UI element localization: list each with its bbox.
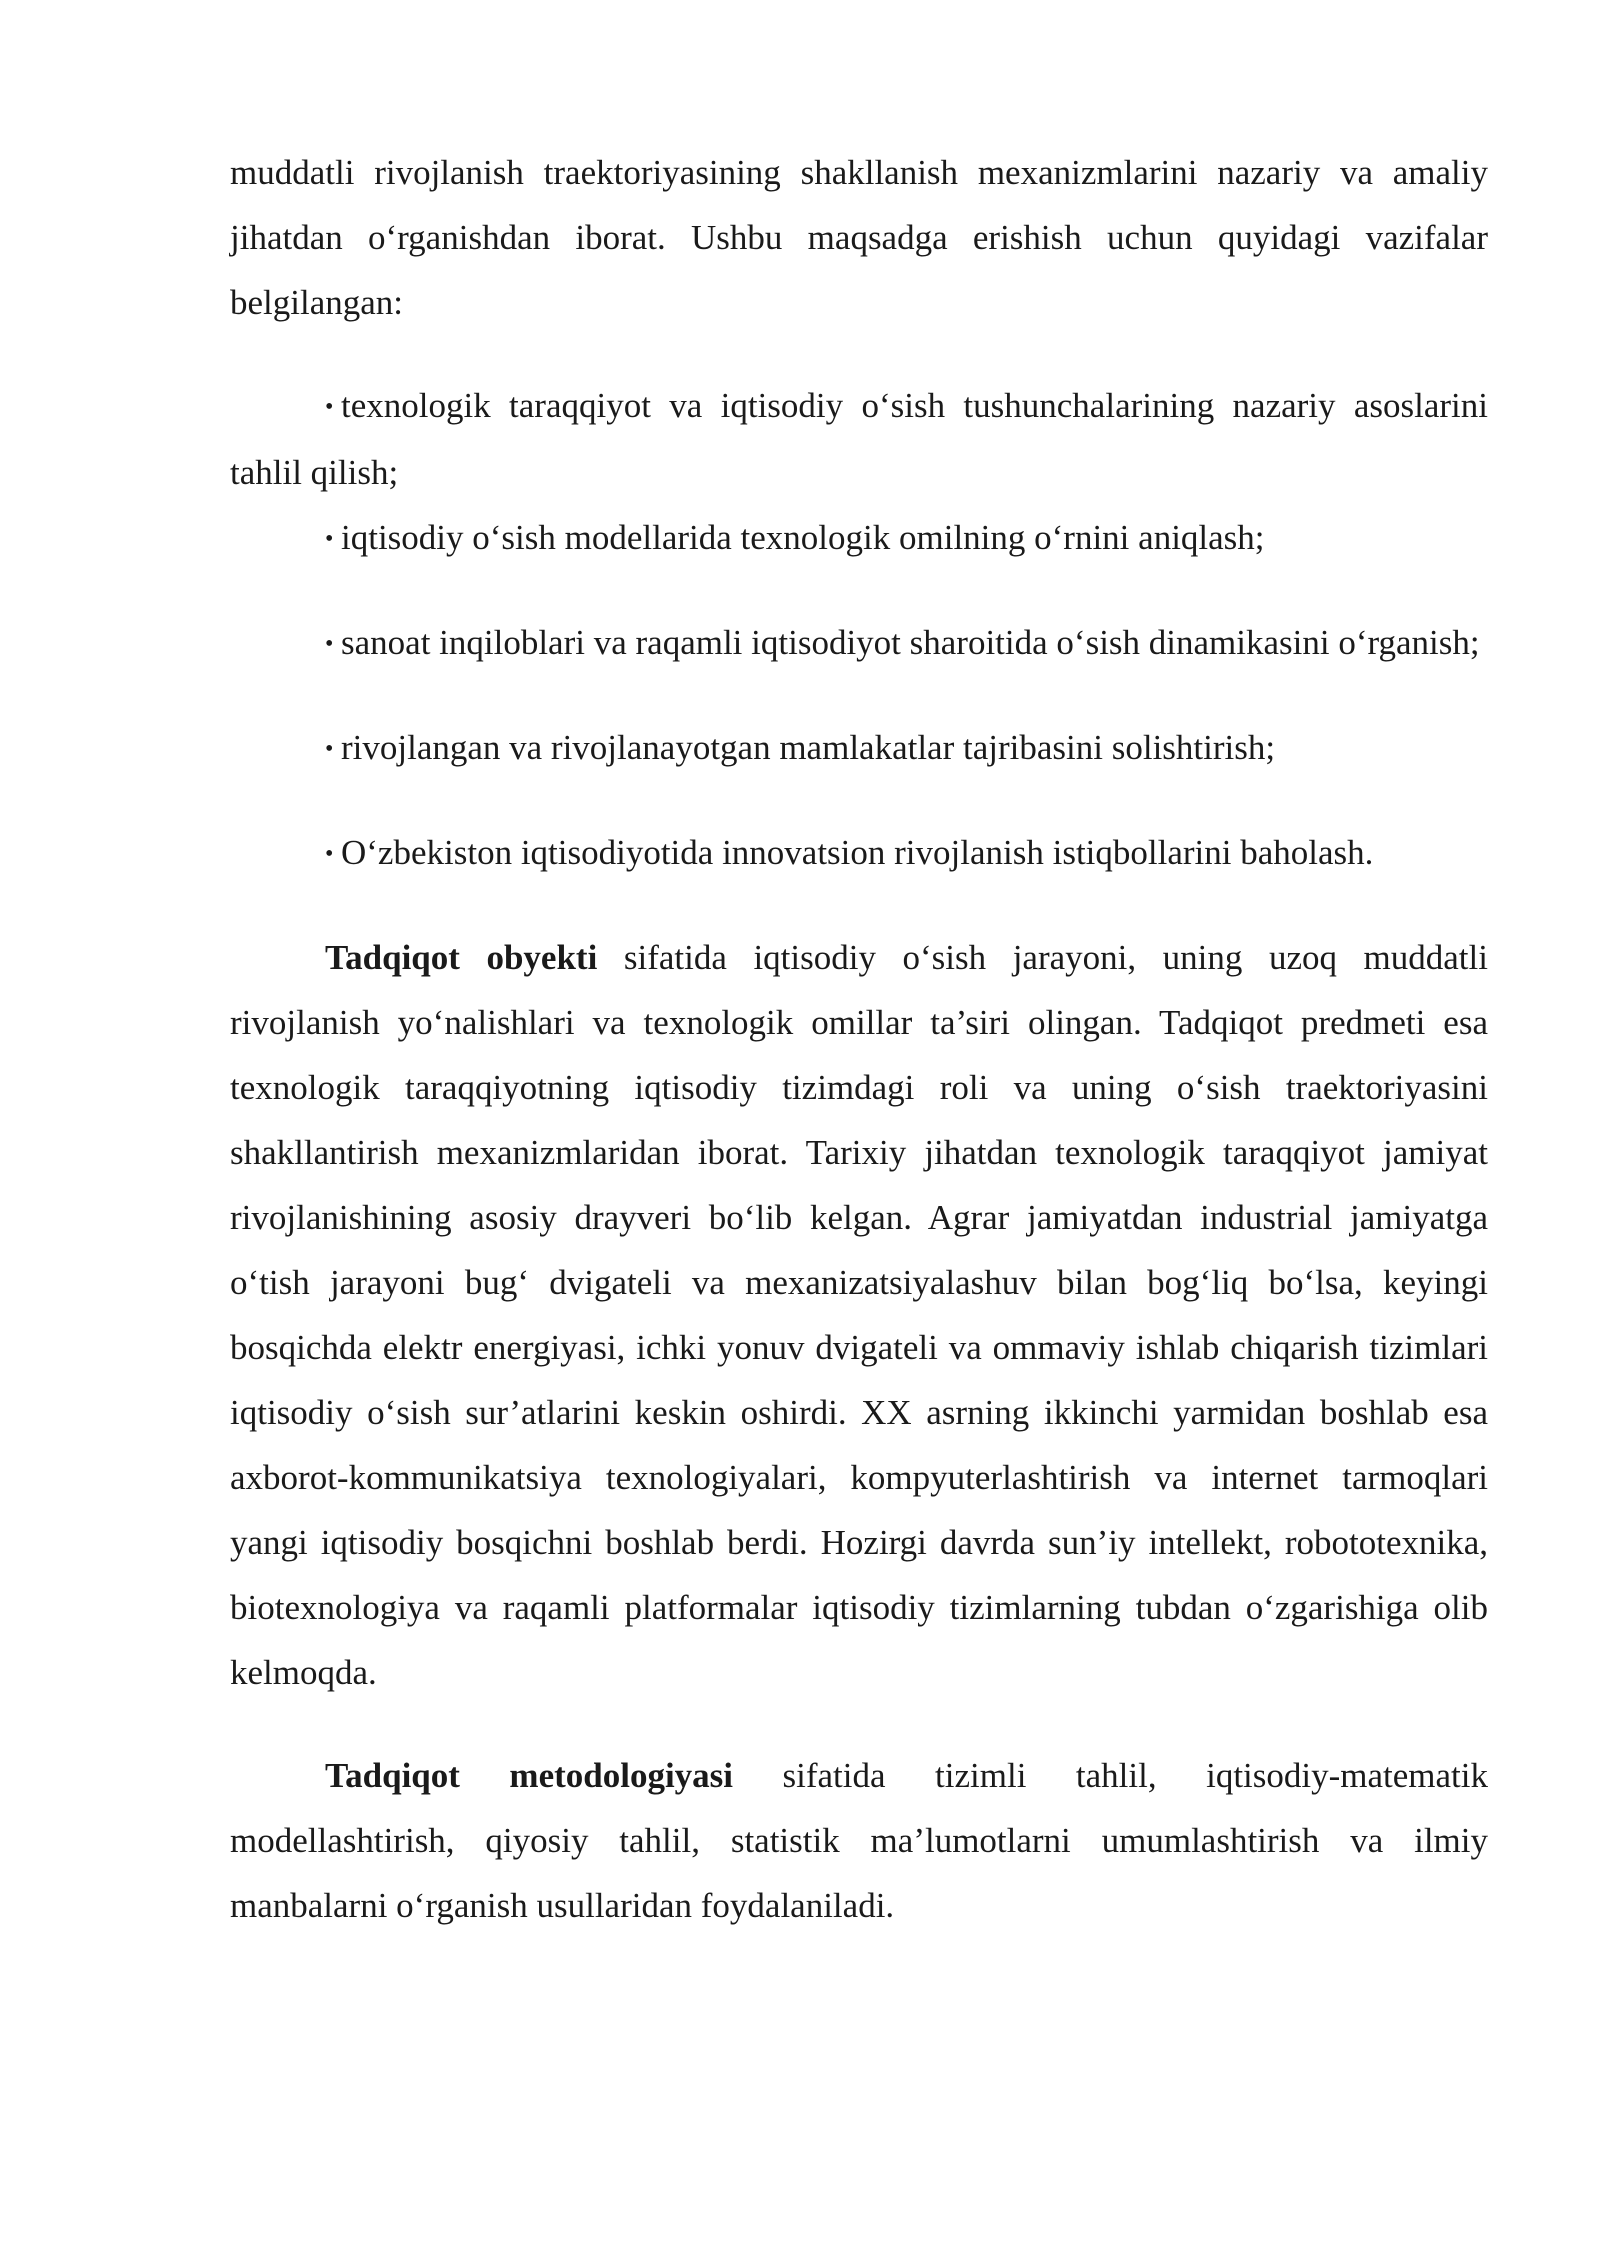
- task-list-item: [230, 373, 1488, 505]
- bullet-icon: •: [325, 631, 334, 657]
- methodology-text: sifatida tizimli tahlil, iqtisodiy-matematik modellashtirish, qiyosiy tahlil, statistik ma’lumotlarni umumlashtirish va ilmiy manbalarni o‘rganish usullaridan foydalaniladi.: [230, 1756, 1488, 1925]
- research-object-paragraph: [230, 925, 1488, 1705]
- task-list-item: [230, 820, 1488, 887]
- methodology-heading: Tadqiqot metodologiyasi: [325, 1756, 734, 1795]
- methodology-paragraph: [230, 1743, 1488, 1938]
- task-text: iqtisodiy o‘sish modellarida texnologik omilning o‘rnini aniqlash;: [341, 518, 1265, 557]
- task-text: texnologik taraqqiyot va iqtisodiy o‘sish tushunchalarining nazariy asoslarini tahlil qilish;: [230, 386, 1488, 492]
- task-text: sanoat inqiloblari va raqamli iqtisodiyot sharoitida o‘sish dinamikasini o‘rganish;: [341, 623, 1480, 662]
- bullet-icon: •: [325, 841, 334, 867]
- research-object-text: sifatida iqtisodiy o‘sish jarayoni, uning uzoq muddatli rivojlanish yo‘nalishlari va texnologik omillar ta’siri olingan. Tadqiqot predmeti esa texnologik taraqqiyotning iqtisodiy tizimdagi roli va uning o‘sish traektoriyasini shakllantirish mexanizmlaridan iborat. Tarixiy jihatdan texnologik taraqqiyot jamiyat rivojlanishining asosiy drayveri bo‘lib kelgan. Agrar jamiyatdan industrial jamiyatga o‘tish jarayoni bug‘ dvigateli va mexanizatsiyalashuv bilan bog‘liq bo‘lsa, keyingi bosqichda elektr energiyasi, ichki yonuv dvigateli va ommaviy ishlab chiqarish tizimlari iqtisodiy o‘sish sur’atlarini keskin oshirdi. XX asrning ikkinchi yarmidan boshlab esa axborot-kommunikatsiya texnologiyalari, kompyuterlashtirish va internet tarmoqlari yangi iqtisodiy bosqichni boshlab berdi. Hozirgi davrda sun’iy intellekt, robototexnika, biotexnologiya va raqamli platformalar iqtisodiy tizimlarning tubdan o‘zgarishiga olib kelmoqda.: [230, 938, 1488, 1692]
- bullet-icon: •: [325, 526, 334, 552]
- task-list-item: [230, 610, 1488, 677]
- research-object-heading: Tadqiqot obyekti: [325, 938, 598, 977]
- task-list-item: [230, 715, 1488, 782]
- bullet-icon: •: [325, 736, 334, 762]
- intro-paragraph: muddatli rivojlanish traektoriyasining shakllanish mexanizmlarini nazariy va amaliy jihatdan o‘rganishdan iborat. Ushbu maqsadga erishish uchun quyidagi vazifalar belgilangan:: [230, 153, 1488, 322]
- bullet-icon: •: [325, 394, 334, 420]
- task-list-item: [230, 505, 1488, 572]
- document-page: [230, 140, 1488, 1938]
- task-list: [230, 373, 1488, 887]
- task-text: rivojlangan va rivojlanayotgan mamlakatlar tajribasini solishtirish;: [341, 728, 1276, 767]
- task-text: O‘zbekiston iqtisodiyotida innovatsion rivojlanish istiqbollarini baholash.: [341, 833, 1374, 872]
